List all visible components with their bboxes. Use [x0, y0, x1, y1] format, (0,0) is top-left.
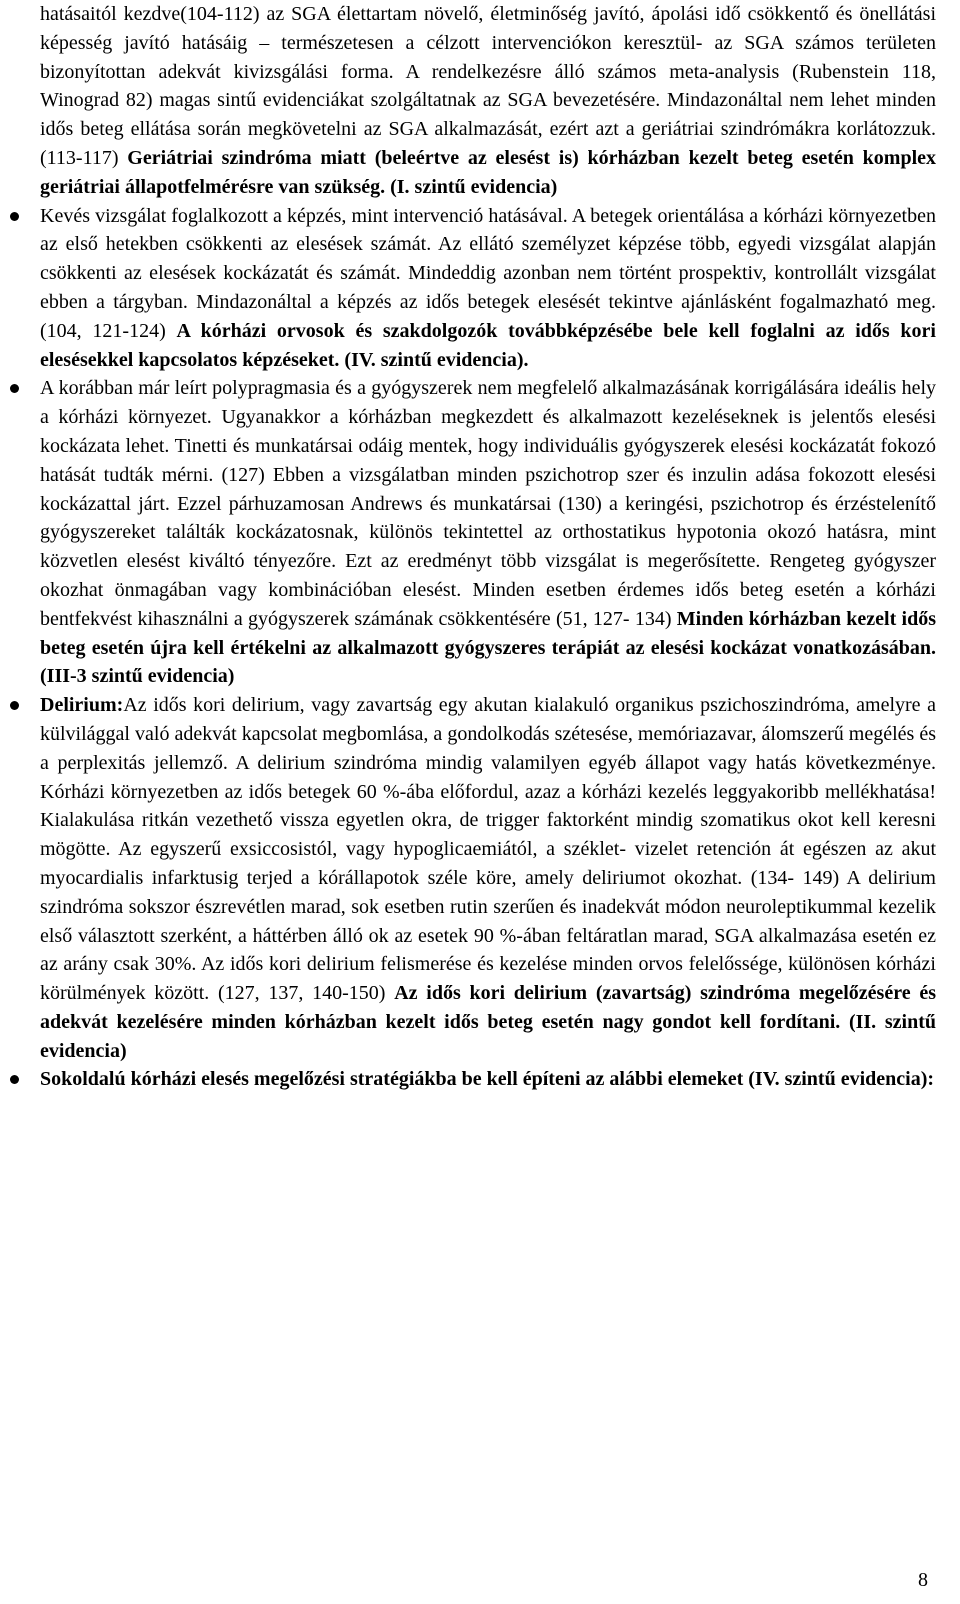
recommendation-bold: Az idős kori delirium (zavartság) szindróma megelőzésére és adekvát kezelésére minden kórházban kezelt idős beteg esetén nagy gondot kell fordítani. (II. szintű evidencia) — [40, 982, 937, 1062]
bullet-text: A korábban már leírt polypragmasia és a gyógyszerek nem megfelelő alkalmazásának korrigálására ideális hely a kórházi környezet. Ugyanakkor a kórházban megkezdett és alkalmazott kezeléseknek is jelentős elesési kockázata lehet. Tinetti és munkatársai odáig mentek, hogy individuális gyógyszerek elesési kockázatát fokozó hatását tudták mérni. (127) Ebben a vizsgálatban minden pszichotrop szer és inzulin adása fokozott elesési kockázattal járt. Ezzel párhuzamosan Andrews és munkatársai (130) a keringési, pszichotrop és érzéstelenítő gyógyszereket találták kockázatosnak, különös tekintettel az orthostatikus hypotonia okozó hatásra, mint közvetlen elesést kiváltó tényezőre. Ezt az eredményt több vizsgálat is megerősítette. Rengeteg gyógyszer okozhat önmagában vagy kombinációban elesést. Minden esetben érdemes idős beteg esetén a kórházi bentfekvést kihasználni a gyógyszerek számának csökkentésére (51, 127- 134) — [40, 377, 936, 630]
bullet-item-delirium — [40, 691, 936, 1065]
recommendation-bold: Minden kórházban kezelt idős beteg esetén újra kell értékelni az alkalmazott gyógyszeres terápiát az elesési kockázat vonatkozásában. (III-3 szintű evidencia) — [40, 607, 937, 688]
recommendation-bold: Geriátriai szindróma miatt (beleértve az elesést is) kórházban kezelt beteg esetén komplex geriátriai állapotfelmérésre van szükség. (I. szintű evidencia) — [40, 146, 936, 198]
recommendation-bold: A kórházi orvosok és szakdolgozók továbbképzésébe bele kell foglalni az idős kori elesésekkel kapcsolatos képzéseket. (IV. szintű evidencia). — [40, 319, 936, 371]
bullet-dot-icon — [10, 1075, 19, 1084]
page-number: 8 — [918, 1569, 928, 1591]
bullet-item-training — [40, 202, 936, 375]
bullet-dot-icon — [10, 212, 19, 221]
recommendation-bold: Sokoldalú kórházi elesés megelőzési stratégiákba be kell építeni az alábbi elemeket (IV. szintű evidencia): — [40, 1068, 935, 1091]
bullet-heading-bold: Delirium: — [40, 694, 124, 717]
page-content — [40, 0, 936, 1094]
bullet-text: Kevés vizsgálat foglalkozott a képzés, mint intervenció hatásával. A betegek orientálása a kórházi környezetben az első hetekben csökkenti az elesések számát. Az ellátó személyzet képzése több, egyedi vizsgálat alapján csökkenti az elesések kockázatát és számát. Mindeddig azonban nem történt prospektiv, kontrollált vizsgálat ebben a tárgyban. Mindazonáltal a képzés az idős betegek elesését tekintve ajánlásként fogalmazható meg. (104, 121-124) — [40, 204, 936, 342]
bullet-dot-icon — [10, 701, 19, 710]
bullet-text: Az idős kori delirium, vagy zavartság egy akutan kialakuló organikus pszichoszindróma, amelyre a külvilággal való adekvát kapcsolat megbomlása, a gondolkodás szétesése, memóriazavar, álomszerű megélés és a perplexitás jellemző. A delirium szindróma mindig valamilyen egyéb állapot vagy hatás következménye. Kórházi környezetben az idős betegek 60 %-ába előfordul, azaz a kórházi kezelés leggyakoribb mellékhatása! Kialakulása ritkán vezethető vissza egyetlen okra, de trigger faktorként mindig szomatikus okot kell keresni mögötte. Az egyszerű exsiccosistól, vagy hypoglicaemiától, a széklet- vizelet retención át egészen az akut myocardialis infarktusig terjed a kórállapotok széle köre, amely deliriumot okozhat. (134- 149) A delirium szindróma sokszor észrevétlen marad, sok esetben rutin szerűen és inadekvát módon neuroleptikummal kezelik első választott szerként, a háttérben álló ok az esetek 90 %-ában feltáratlan marad, SGA alkalmazása esetén ez az arány csak 30%. Az idős kori delirium felismerése és kezelése minden orvos felelőssége, különösen kórházi körülmények között. (127, 137, 140-150) — [40, 694, 936, 1005]
paragraph-text: hatásaitól kezdve(104-112) az SGA élettartam növelő, életminőség javító, ápolási idő csökkentő és önellátási képesség javító hatásáig – természetesen a célzott intervenciókon keresztül- az SGA számos területen bizonyítottan adekvát kivizsgálási forma. A rendelkezésre álló számos meta-analysis (Rubenstein 118, Winograd 82) magas sintű evidenciákat szolgáltatnak az SGA bevezetésére. Mindazonáltal nem lehet minden idős beteg ellátása során megkövetelni az SGA alkalmazását, ezért azt a geriátriai szindrómákra korlátozzuk. (113-117) — [40, 3, 936, 169]
bullet-dot-icon — [10, 384, 19, 393]
paragraph-intro — [40, 0, 936, 202]
bullet-item-strategies — [40, 1065, 936, 1094]
bullet-item-medication — [40, 374, 936, 691]
